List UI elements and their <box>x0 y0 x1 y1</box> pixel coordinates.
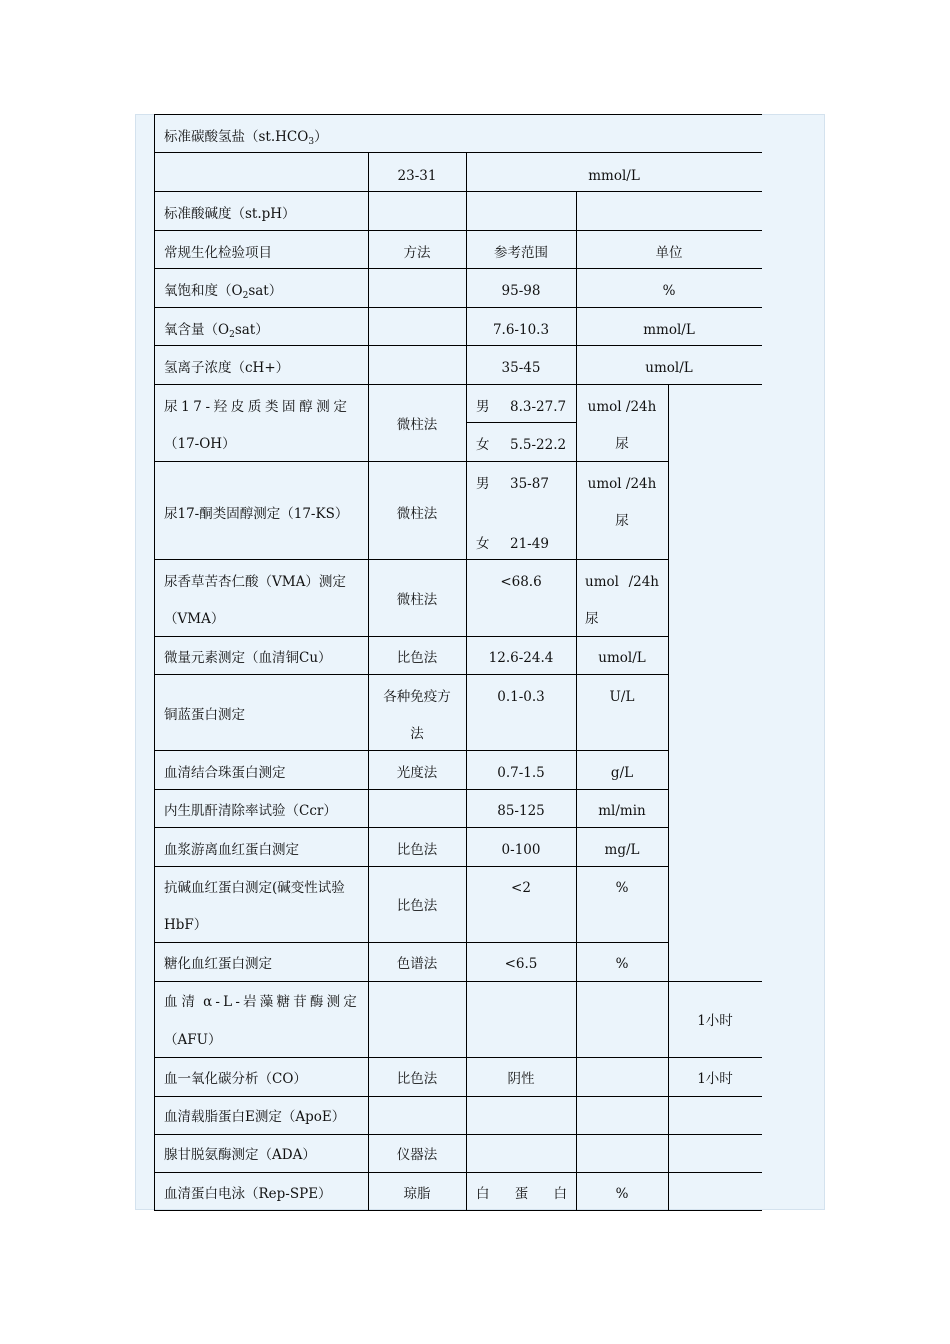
method-free-hemoglobin: 比色法 <box>396 842 438 858</box>
unit-17-oh-line2: 尿 <box>615 436 629 452</box>
range-free-hemoglobin: 0-100 <box>501 842 541 858</box>
unit-free-hemoglobin: mg/L <box>604 842 640 858</box>
item-vma-line1: 尿香草苦杏仁酸（VMA）测定 <box>164 574 346 590</box>
range-o2-saturation: 95-98 <box>501 283 541 299</box>
unit-ceruloplasmin: U/L <box>609 689 635 705</box>
range-ch-plus: 35-45 <box>501 360 541 376</box>
range-17-ks-female: 21-49 <box>510 536 549 552</box>
item-spe: 血清蛋白电泳（Rep-SPE） <box>164 1186 332 1202</box>
unit-glycated-hemoglobin: % <box>615 956 629 972</box>
item-hbf-line1: 抗碱血红蛋白测定(碱变性试验 <box>164 880 345 896</box>
method-ceruloplasmin-line1: 各种免疫方 <box>383 689 451 705</box>
unit-17-ks-line1: umol /24h <box>587 476 657 492</box>
method-serum-copper: 比色法 <box>396 650 438 666</box>
range-serum-copper: 12.6-24.4 <box>488 650 554 666</box>
method-glycated-hemoglobin: 色谱法 <box>396 956 438 972</box>
unit-17-ks-line2: 尿 <box>615 513 629 529</box>
method-ceruloplasmin-line2: 法 <box>410 726 424 742</box>
item-17-oh-line1: 尿17-羟皮质类固醇测定 <box>164 399 351 415</box>
item-st-ph: 标准酸碱度（st.pH） <box>164 206 296 222</box>
item-afu-line2: （AFU） <box>164 1032 222 1048</box>
item-blood-co: 血一氧化碳分析（CO） <box>164 1071 307 1087</box>
range-ccr: 85-125 <box>497 803 545 819</box>
item-afu-line1: 血清 α-L-岩藻糖苷酶测定 <box>164 994 360 1010</box>
range-spe: 白 蛋 白 <box>476 1186 567 1202</box>
item-ada: 腺甘脱氨酶测定（ADA） <box>164 1147 316 1163</box>
method-vma: 微柱法 <box>396 592 438 608</box>
range-17-oh-female: 5.5-22.2 <box>510 437 567 453</box>
method-blood-co: 比色法 <box>396 1071 438 1087</box>
item-glycated-hemoglobin: 糖化血红蛋白测定 <box>164 956 272 972</box>
item-hbf-line2: HbF） <box>164 917 208 933</box>
method-spe: 琼脂 <box>403 1186 431 1202</box>
range-17-oh-female-label: 女 <box>476 437 490 453</box>
range-17-oh-male: 8.3-27.7 <box>510 399 567 415</box>
unit-haptoglobin: g/L <box>610 765 634 781</box>
unit-vma-line1: umol /24h <box>585 574 659 590</box>
range-17-oh-male-label: 男 <box>476 399 490 415</box>
unit-o2-content: mmol/L <box>643 322 695 338</box>
item-st-hco3: 标准碳酸氢盐$(st.HCO_3)$ <box>164 129 328 147</box>
item-17-ks: 尿17-酮类固醇测定（17-KS） <box>164 506 349 522</box>
range-glycated-hemoglobin: <6.5 <box>504 956 538 972</box>
item-o2-saturation: 氧饱和度$(O_2sat)$ <box>164 283 283 301</box>
range-ceruloplasmin: 0.1-0.3 <box>497 689 545 705</box>
item-ceruloplasmin: 铜蓝蛋白测定 <box>164 707 245 723</box>
range-17-ks-male-label: 男 <box>476 476 490 492</box>
item-ccr: 内生肌酐清除率试验（Ccr） <box>164 803 337 819</box>
range-blood-co: 阴性 <box>507 1071 535 1087</box>
item-apoe: 血清载脂蛋白E测定（ApoE） <box>164 1109 346 1125</box>
range-vma: <68.6 <box>500 574 542 590</box>
item-serum-copper: 微量元素测定（血清铜Cu） <box>164 650 332 666</box>
unit-hbf: % <box>615 880 629 896</box>
unit-vma-line2: 尿 <box>585 611 599 627</box>
time-blood-co: 1小时 <box>697 1071 733 1087</box>
range-haptoglobin: 0.7-1.5 <box>497 765 545 781</box>
method-hbf: 比色法 <box>396 898 438 914</box>
method-ada: 仪器法 <box>396 1147 438 1163</box>
range-17-ks-female-label: 女 <box>476 536 490 552</box>
header-unit: 单位 <box>655 245 683 261</box>
header-item: 常规生化检验项目 <box>164 245 272 261</box>
unit-serum-copper: umol/L <box>598 650 646 666</box>
item-haptoglobin: 血清结合珠蛋白测定 <box>164 765 286 781</box>
method-17-ks: 微柱法 <box>396 506 438 522</box>
range-o2-content: 7.6-10.3 <box>492 322 550 338</box>
range-hbf: <2 <box>511 880 531 896</box>
method-haptoglobin: 光度法 <box>396 765 438 781</box>
item-vma-line2: （VMA） <box>164 611 225 627</box>
unit-spe: % <box>615 1186 629 1202</box>
item-o2-content: 氧含量$(O_2sat)$ <box>164 322 269 340</box>
range-17-ks-male: 35-87 <box>510 476 549 492</box>
item-ch-plus: 氢离子浓度（cH+） <box>164 360 290 376</box>
unit-17-oh-line1: umol /24h <box>587 399 657 415</box>
time-afu: 1小时 <box>697 1013 733 1029</box>
item-free-hemoglobin: 血浆游离血红蛋白测定 <box>164 842 299 858</box>
unit-ccr: ml/min <box>598 803 646 819</box>
header-method: 方法 <box>403 245 431 261</box>
unit-o2-saturation: % <box>662 283 676 299</box>
item-17-oh-line2: （17-OH） <box>164 436 236 452</box>
header-range: 参考范围 <box>494 245 548 261</box>
method-17-oh: 微柱法 <box>396 417 438 433</box>
unit-ch-plus: umol/L <box>645 360 693 376</box>
unit-st-hco3: mmol/L <box>588 168 640 184</box>
range-st-hco3: 23-31 <box>397 168 437 184</box>
